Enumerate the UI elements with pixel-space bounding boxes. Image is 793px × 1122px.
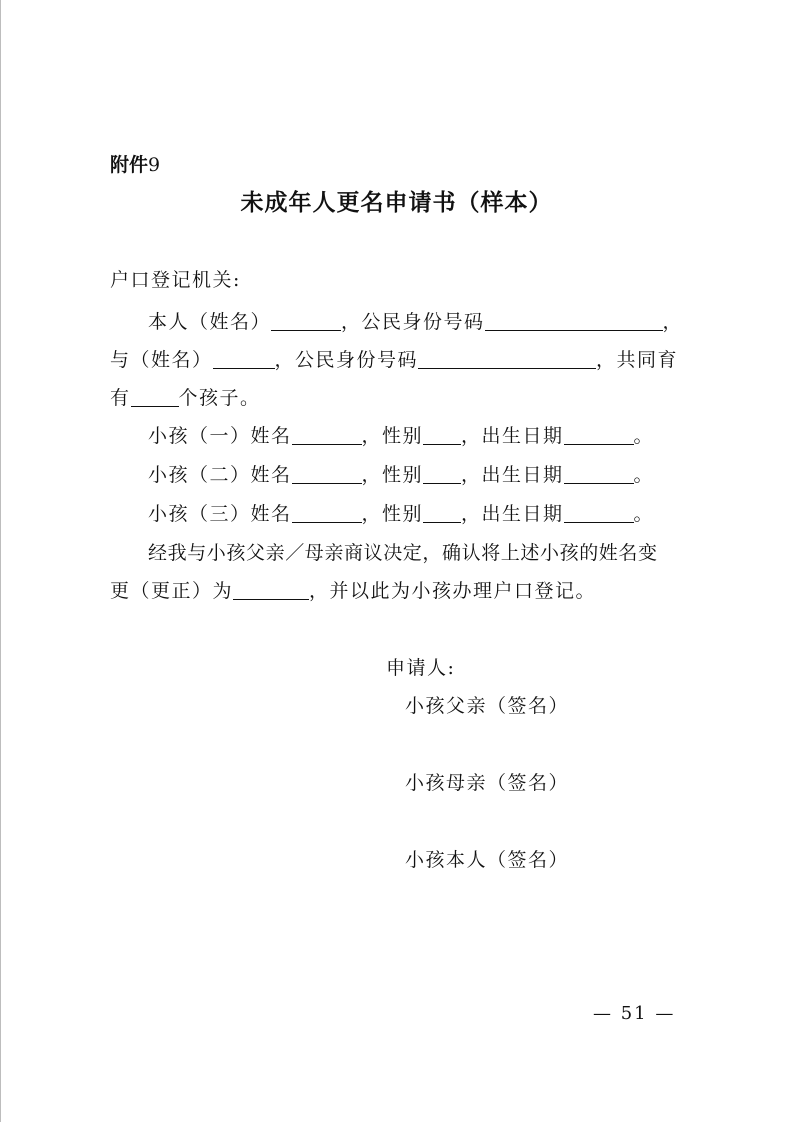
- blank-partner-id[interactable]: [418, 348, 596, 369]
- applicant-label: 申请人:: [386, 657, 456, 679]
- blank-applicant-id[interactable]: [485, 310, 663, 331]
- para2-line1: 经我与小孩父亲／母亲商议决定，确认将上述小孩的姓名变: [148, 542, 658, 564]
- child-line-1: 小孩（一）姓名 ，性别 ，出生日期 。: [148, 425, 655, 447]
- para1-line2: 与（姓名） ，公民身份号码 ，共同育: [110, 349, 679, 371]
- mother-signature-label: 小孩母亲（签名）: [405, 772, 570, 794]
- child-signature-label: 小孩本人（签名）: [405, 849, 570, 871]
- para2-line2: 更（更正）为 ，并以此为小孩办理户口登记。: [110, 580, 597, 602]
- blank-child2-gender[interactable]: [423, 463, 461, 484]
- blank-partner-name[interactable]: [213, 348, 275, 369]
- blank-applicant-name[interactable]: [271, 310, 341, 331]
- blank-child1-birth[interactable]: [564, 424, 634, 445]
- attachment-label: 附件9: [110, 154, 161, 176]
- attachment-number: 9: [148, 154, 161, 176]
- blank-child3-gender[interactable]: [423, 502, 461, 523]
- blank-child3-birth[interactable]: [564, 502, 634, 523]
- blank-child3-name[interactable]: [292, 502, 362, 523]
- blank-child1-name[interactable]: [292, 424, 362, 445]
- addressee: 户口登记机关:: [110, 269, 241, 291]
- page-left-edge: [0, 0, 1, 1122]
- blank-child1-gender[interactable]: [423, 424, 461, 445]
- blank-child2-name[interactable]: [292, 463, 362, 484]
- blank-child-count[interactable]: [131, 386, 179, 407]
- child-line-3: 小孩（三）姓名 ，性别 ，出生日期 。: [148, 503, 655, 525]
- blank-new-name[interactable]: [233, 579, 309, 600]
- child-line-2: 小孩（二）姓名 ，性别 ，出生日期 。: [148, 464, 655, 486]
- father-signature-label: 小孩父亲（签名）: [405, 695, 570, 717]
- document-title: 未成年人更名申请书（样本）: [240, 190, 553, 216]
- blank-child2-birth[interactable]: [564, 463, 634, 484]
- page-number: — 51 —: [593, 1003, 676, 1024]
- para1-line3: 有 个孩子。: [110, 387, 261, 409]
- para1-line1: 本人（姓名） ，公民身份号码 ，: [148, 311, 684, 333]
